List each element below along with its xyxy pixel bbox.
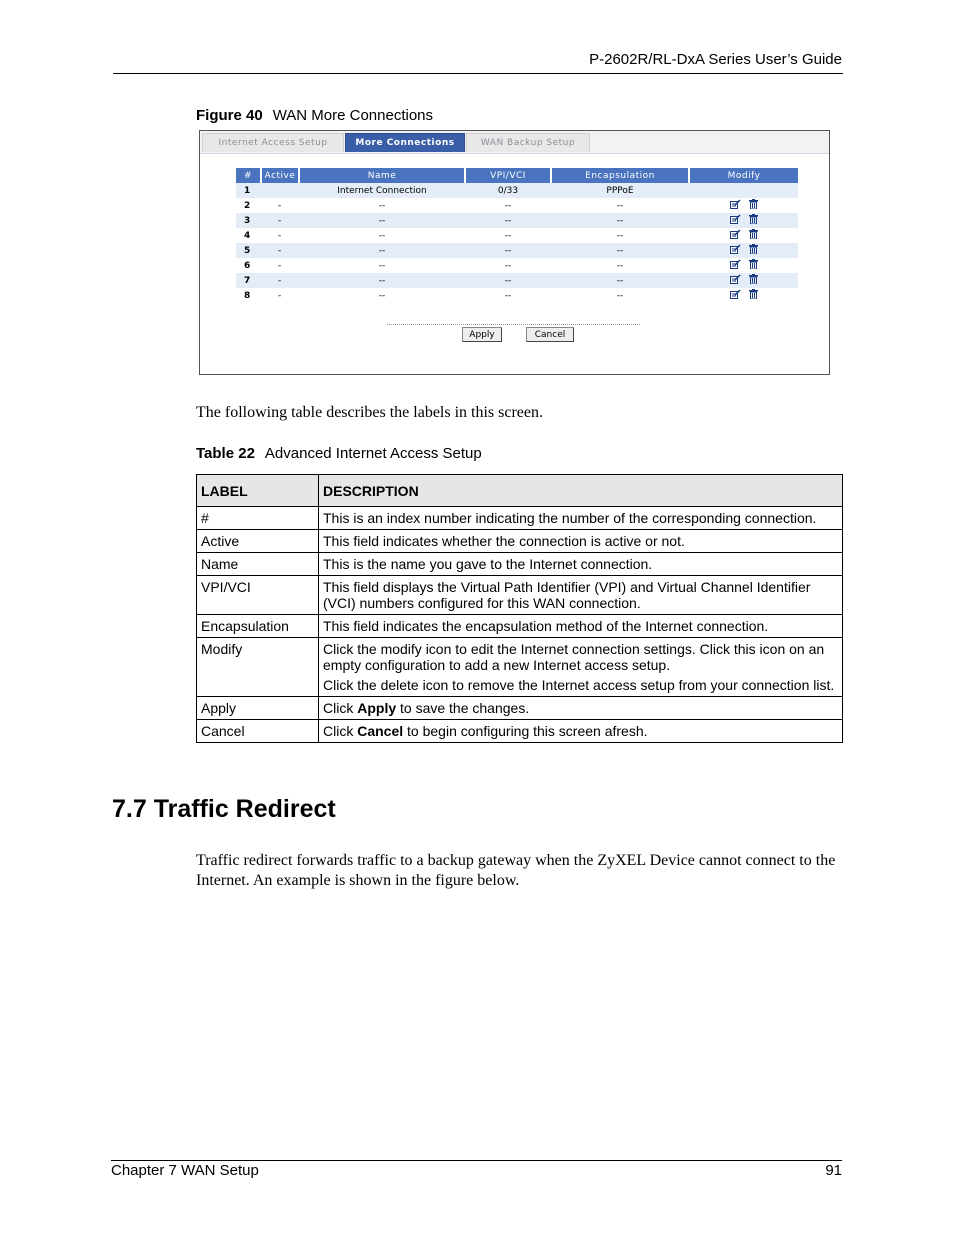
delete-icon[interactable]: [749, 274, 758, 287]
desc-text-cell: [319, 553, 843, 576]
row-index: 5: [236, 243, 261, 258]
desc-paragraph: This field indicates whether the connection is active or not.: [323, 533, 685, 549]
row-index: 4: [244, 230, 251, 241]
desc-paragraph: This field displays the Virtual Path Identifier (VPI) and Virtual Channel Identifier (VCI) numbers configured for this WAN connection.: [323, 579, 811, 611]
col-vpivci: VPI/VCI: [465, 168, 551, 183]
desc-text-cell: [319, 507, 843, 530]
desc-text-cell: [319, 530, 843, 553]
edit-icon[interactable]: [730, 214, 741, 227]
label-description-table: [196, 474, 843, 743]
tab-internet-access-setup[interactable]: Internet Access Setup: [202, 133, 344, 152]
desc-text-cell: [319, 576, 843, 615]
desc-text-cell: [319, 638, 843, 697]
row-active: -: [278, 230, 282, 241]
row-active: -: [278, 260, 282, 271]
figure-label: Figure 40: [196, 107, 263, 124]
row-modify: [689, 183, 798, 198]
row-active: -: [278, 200, 282, 211]
delete-icon[interactable]: [749, 244, 758, 257]
row-index: 8: [244, 290, 251, 301]
desc-label-cell: #: [197, 507, 319, 530]
row-vpivci: --: [465, 273, 551, 288]
col-index: #: [236, 168, 261, 183]
row-name: --: [299, 273, 465, 288]
footer-chapter: Chapter 7 WAN Setup: [111, 1162, 259, 1179]
row-encapsulation: --: [551, 273, 689, 288]
row-modify: [689, 273, 798, 288]
row-active: -: [261, 243, 299, 258]
row-vpivci: --: [504, 290, 512, 301]
desc-row: [197, 507, 843, 530]
delete-icon[interactable]: [749, 289, 758, 302]
col-modify: Modify: [689, 168, 798, 183]
row-active: -: [261, 213, 299, 228]
row-vpivci: 0/33: [465, 183, 551, 198]
desc-text: Click: [323, 723, 358, 739]
table-caption: [196, 445, 482, 462]
desc-col-description: DESCRIPTION: [319, 475, 843, 507]
row-modify: [689, 198, 798, 213]
row-modify: [689, 213, 798, 228]
desc-row: [197, 615, 843, 638]
row-encapsulation: --: [616, 260, 624, 271]
row-vpivci: --: [504, 200, 512, 211]
row-index: 3: [236, 213, 261, 228]
row-name: --: [378, 290, 386, 301]
row-name: --: [299, 243, 465, 258]
row-name: Internet Connection: [299, 183, 465, 198]
col-active: Active: [261, 168, 299, 183]
desc-col-label: LABEL: [197, 475, 319, 507]
desc-label-cell: Modify: [197, 638, 319, 697]
edit-icon[interactable]: [730, 244, 741, 257]
row-name: --: [378, 260, 386, 271]
col-name: Name: [299, 168, 465, 183]
desc-paragraph: [323, 700, 838, 716]
desc-row: [197, 638, 843, 697]
desc-paragraph: This is an index number indicating the number of the corresponding connection.: [323, 510, 817, 526]
button-separator: [387, 324, 640, 325]
desc-paragraph: [323, 723, 838, 739]
connection-row: [236, 273, 798, 288]
connection-row: [236, 288, 798, 303]
row-index: 2: [244, 200, 251, 211]
desc-bold-term: Cancel: [357, 723, 404, 739]
tab-bar: [200, 131, 829, 154]
desc-paragraph: This is the name you gave to the Internet connection.: [323, 556, 653, 572]
edit-icon[interactable]: [730, 199, 741, 212]
intro-text: The following table describes the labels in this screen.: [196, 404, 544, 421]
row-active: -: [278, 290, 282, 301]
row-modify: [689, 228, 798, 243]
section-heading: 7.7 Traffic Redirect: [112, 795, 336, 823]
desc-label-cell: Encapsulation: [197, 615, 319, 638]
desc-label-cell: Apply: [197, 697, 319, 720]
row-name: --: [378, 230, 386, 241]
desc-label-cell: Name: [197, 553, 319, 576]
desc-text-cell: [319, 615, 843, 638]
row-index: 6: [244, 260, 251, 271]
desc-text-cell: [319, 697, 843, 720]
delete-icon[interactable]: [749, 259, 758, 272]
row-active: [261, 183, 299, 198]
connection-row: [236, 243, 798, 258]
section-paragraph: Traffic redirect forwards traffic to a backup gateway when the ZyXEL Device cannot connect to the Internet. An example is shown in the figure below.: [196, 852, 836, 889]
row-vpivci: --: [504, 230, 512, 241]
wan-more-connections-screenshot: [199, 130, 830, 375]
page-number: 91: [825, 1162, 842, 1179]
desc-header-row: [197, 475, 843, 507]
running-header: P-2602R/RL-DxA Series User’s Guide: [589, 51, 842, 68]
row-index: 1: [236, 183, 261, 198]
edit-icon[interactable]: [730, 289, 741, 302]
col-encapsulation: Encapsulation: [551, 168, 689, 183]
desc-paragraph: Click the modify icon to edit the Internet connection settings. Click this icon on an empty configuration to add a new Internet access setup.: [323, 641, 825, 673]
row-encapsulation: --: [551, 213, 689, 228]
row-encapsulation: PPPoE: [551, 183, 689, 198]
row-vpivci: --: [504, 260, 512, 271]
row-vpivci: --: [465, 243, 551, 258]
desc-text: to begin configuring this screen afresh.: [403, 723, 648, 739]
row-encapsulation: --: [551, 243, 689, 258]
desc-row: [197, 697, 843, 720]
row-name: --: [299, 213, 465, 228]
edit-icon[interactable]: [730, 274, 741, 287]
desc-label-cell: VPI/VCI: [197, 576, 319, 615]
desc-text: Click: [323, 700, 358, 716]
desc-paragraph: This field indicates the encapsulation method of the Internet connection.: [323, 618, 769, 634]
connection-row: [236, 228, 798, 243]
desc-row: [197, 530, 843, 553]
desc-label-cell: Active: [197, 530, 319, 553]
connection-row: [236, 213, 798, 228]
row-vpivci: --: [465, 213, 551, 228]
delete-icon[interactable]: [749, 229, 758, 242]
connection-row: [236, 198, 798, 213]
desc-row: [197, 720, 843, 743]
edit-icon[interactable]: [730, 259, 741, 272]
header-rule: [113, 73, 843, 74]
row-active: -: [261, 273, 299, 288]
row-encapsulation: --: [616, 230, 624, 241]
delete-icon[interactable]: [749, 199, 758, 212]
connection-row: [236, 258, 798, 273]
footer-rule: [111, 1160, 842, 1161]
desc-row: [197, 553, 843, 576]
desc-paragraph: Click the delete icon to remove the Internet access setup from your connection list.: [323, 677, 835, 693]
desc-label-cell: Cancel: [197, 720, 319, 743]
edit-icon[interactable]: [730, 229, 741, 242]
desc-row: [197, 576, 843, 615]
desc-text: to save the changes.: [396, 700, 530, 716]
desc-text-cell: [319, 720, 843, 743]
cancel-button[interactable]: Cancel: [526, 327, 574, 342]
connections-table: [236, 168, 798, 303]
row-name: --: [378, 200, 386, 211]
figure-title: WAN More Connections: [272, 107, 434, 124]
tab-wan-backup-setup[interactable]: WAN Backup Setup: [466, 133, 590, 152]
delete-icon[interactable]: [749, 214, 758, 227]
tab-more-connections[interactable]: More Connections: [345, 133, 465, 152]
desc-bold-term: Apply: [357, 700, 397, 716]
apply-button[interactable]: Apply: [462, 327, 502, 342]
row-modify: [689, 258, 798, 273]
table-label: Table 22: [196, 445, 255, 462]
table-title: Advanced Internet Access Setup: [264, 445, 482, 462]
row-modify: [689, 243, 798, 258]
figure-caption: [196, 107, 433, 124]
connection-row: [236, 183, 798, 198]
connections-header-row: [236, 168, 798, 183]
row-index: 7: [236, 273, 261, 288]
row-encapsulation: --: [616, 200, 624, 211]
row-encapsulation: --: [616, 290, 624, 301]
row-modify: [689, 288, 798, 303]
